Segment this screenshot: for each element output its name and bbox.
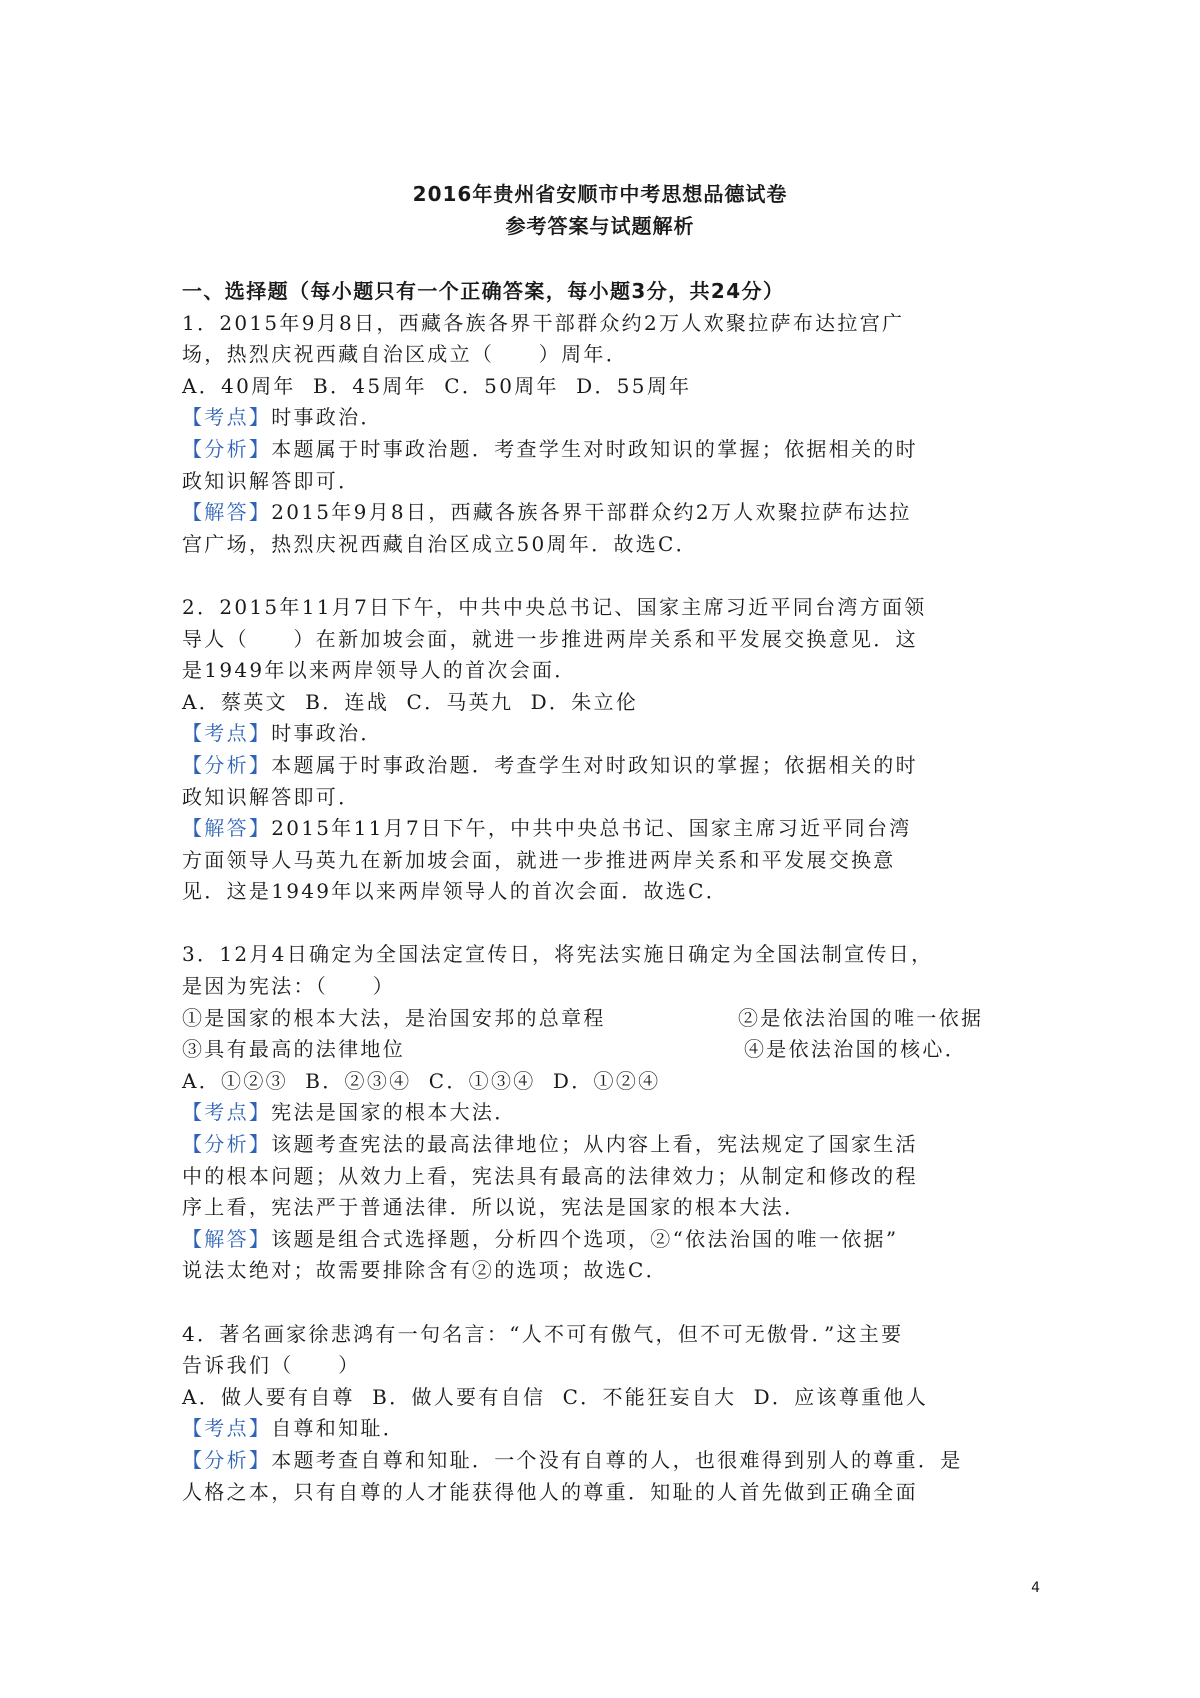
statement-1: ①是国家的根本大法，是治国安邦的总章程: [182, 1005, 606, 1030]
answer-tag: 【解答】: [182, 1226, 272, 1251]
answer-line: [182, 497, 1027, 529]
analysis-text: 该题考查宪法的最高法律地位；从内容上看，宪法规定了国家生活: [271, 1132, 918, 1157]
point-line: [182, 1413, 1027, 1445]
question-4: [182, 1319, 1027, 1509]
analysis-text: 本题考查自尊和知耻．一个没有自尊的人，也很难得到别人的尊重．是: [271, 1447, 963, 1472]
analysis-line: 中的根本问题；从效力上看，宪法具有最高的法律效力；从制定和修改的程: [182, 1163, 918, 1188]
analysis-line: 政知识解答即可．: [182, 784, 361, 809]
analysis-line: 政知识解答即可．: [182, 468, 361, 493]
page-number: 4: [1031, 1580, 1040, 1596]
analysis-text: 本题属于时事政治题．考查学生对时政知识的掌握；依据相关的时: [271, 436, 918, 461]
analysis-line: [182, 1129, 1027, 1161]
answer-tag: 【解答】: [182, 816, 272, 841]
answer-line: 宫广场，热烈庆祝西藏自治区成立50周年．故选C．: [182, 531, 698, 556]
question-options: A．蔡英文 B．连战 C．马英九 D．朱立伦: [182, 689, 639, 714]
question-options: A．①②③ B．②③④ C．①③④ D．①②④: [182, 1068, 661, 1093]
question-options: A．做人要有自尊 B．做人要有自信 C．不能狂妄自大 D．应该尊重他人: [182, 1384, 929, 1409]
answer-line: 见．这是1949年以来两岸领导人的首次会面．故选C．: [182, 879, 729, 904]
answer-line: [182, 813, 1027, 845]
answer-text: 2015年9月8日，西藏各族各界干部群众约2万人欢聚拉萨布达拉: [271, 500, 912, 525]
page-content: [182, 276, 1027, 1508]
point-tag: 【考点】: [182, 405, 272, 430]
analysis-tag: 【分析】: [182, 436, 272, 461]
statement-4: ④是依法治国的核心．: [744, 1037, 967, 1062]
analysis-line: 序上看，宪法严于普通法律．所以说，宪法是国家的根本大法．: [182, 1195, 807, 1220]
page-subtitle: 参考答案与试题解析: [505, 214, 695, 238]
answer-tag: 【解答】: [182, 500, 272, 525]
page-title: 2016年贵州省安顺市中考思想品德试卷: [412, 182, 788, 206]
section-heading: 一、选择题（每小题只有一个正确答案，每小题3分，共24分）: [182, 279, 785, 303]
question-stem-line: 是1949年以来两岸领导人的首次会面．: [182, 658, 577, 683]
answer-text: 该题是组合式选择题，分析四个选项，②“依法治国的唯一依据”: [271, 1226, 899, 1251]
question-stem-line: 1．2015年9月8日，西藏各族各界干部群众约2万人欢聚拉萨布达拉宫广: [182, 310, 905, 335]
question-2: [182, 592, 1027, 908]
analysis-tag: 【分析】: [182, 1132, 272, 1157]
point-line: [182, 402, 1027, 434]
question-1: [182, 308, 1027, 561]
analysis-line: [182, 434, 1027, 466]
analysis-line: [182, 1445, 1027, 1477]
analysis-tag: 【分析】: [182, 752, 272, 777]
statement-row: [182, 1034, 1027, 1066]
point-text: 时事政治．: [271, 405, 383, 430]
question-options: A．40周年 B．45周年 C．50周年 D．55周年: [182, 373, 692, 398]
analysis-tag: 【分析】: [182, 1447, 272, 1472]
question-stem-line: 3．12月4日确定为全国法定宣传日，将宪法实施日确定为全国法制宣传日，: [182, 942, 934, 967]
answer-line: 说法太绝对；故需要排除含有②的选项；故选C．: [182, 1258, 668, 1283]
point-tag: 【考点】: [182, 1416, 272, 1441]
analysis-text: 本题属于时事政治题．考查学生对时政知识的掌握；依据相关的时: [271, 752, 918, 777]
question-stem-line: 场，热烈庆祝西藏自治区成立（ ）周年．: [182, 342, 628, 367]
statement-row: [182, 1003, 1027, 1035]
answer-line: [182, 1224, 1027, 1256]
point-text: 自尊和知耻．: [271, 1416, 406, 1441]
statement-2: ②是依法治国的唯一依据: [738, 1005, 984, 1030]
answer-line: 方面领导人马英九在新加坡会面，就进一步推进两岸关系和平发展交换意: [182, 847, 896, 872]
point-tag: 【考点】: [182, 721, 272, 746]
point-tag: 【考点】: [182, 1100, 272, 1125]
point-text: 宪法是国家的根本大法．: [271, 1100, 517, 1125]
question-stem-line: 是因为宪法：（ ）: [182, 974, 395, 999]
point-line: [182, 718, 1027, 750]
analysis-line: [182, 750, 1027, 782]
point-text: 时事政治．: [271, 721, 383, 746]
question-stem-line: 2．2015年11月7日下午，中共中央总书记、国家主席习近平同台湾方面领: [182, 594, 927, 619]
point-line: [182, 1097, 1027, 1129]
question-3: [182, 939, 1027, 1287]
statement-3: ③具有最高的法律地位: [182, 1037, 405, 1062]
answer-text: 2015年11月7日下午，中共中央总书记、国家主席习近平同台湾: [271, 816, 912, 841]
question-stem-line: 4．著名画家徐悲鸿有一句名言：“人不可有傲气，但不可无傲骨．”这主要: [182, 1321, 904, 1346]
question-stem-line: 告诉我们（ ）: [182, 1353, 361, 1378]
question-stem-line: 导人（ ）在新加坡会面，就进一步推进两岸关系和平发展交换意见．这: [182, 626, 918, 651]
analysis-line: 人格之本，只有自尊的人才能获得他人的尊重．知耻的人首先做到正确全面: [182, 1479, 918, 1504]
